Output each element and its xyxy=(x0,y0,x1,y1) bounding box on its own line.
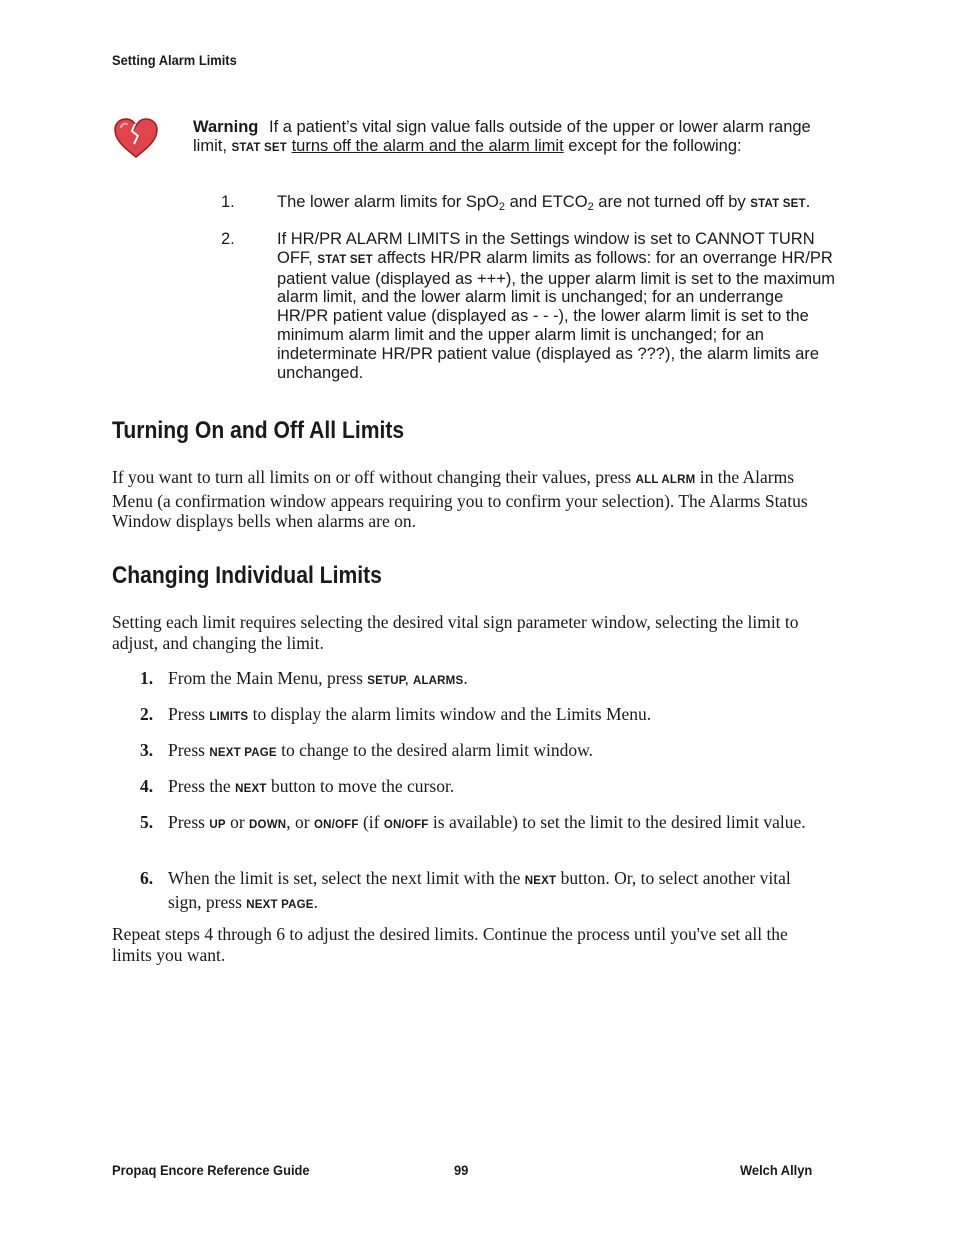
key-stat-set: STAT SET xyxy=(317,253,373,266)
key-on-off: ON/OFF xyxy=(313,819,359,831)
page-number: 99 xyxy=(454,1162,469,1178)
step-text: to change to the desired alarm limit window. xyxy=(281,740,593,760)
item-text: and ETCO xyxy=(509,193,588,211)
section-heading: Changing Individual Limits xyxy=(112,562,382,589)
step-number: 3. xyxy=(140,740,154,760)
step-text: to display the alarm limits window and the Limits Menu. xyxy=(252,704,652,724)
key-next-page: NEXT PAGE xyxy=(246,898,314,911)
warning-label: Warning xyxy=(193,118,259,136)
step-number: 6. xyxy=(140,868,154,888)
key-limits: LIMITS xyxy=(209,711,249,723)
step-text: , or xyxy=(286,812,310,832)
step-text: or xyxy=(230,812,245,832)
section-paragraph xyxy=(112,467,817,532)
step-text: . xyxy=(463,668,468,688)
key-next-page: NEXT PAGE xyxy=(209,747,277,759)
list-number: 1. xyxy=(221,193,235,211)
key-next: NEXT xyxy=(235,783,267,795)
key-stat-set: STAT SET xyxy=(750,198,806,210)
key-on-off: ON/OFF xyxy=(383,819,429,831)
key-setup: SETUP, xyxy=(367,675,409,687)
step-text: When the limit is set, select the next limit with the xyxy=(168,868,521,888)
step-number: 1. xyxy=(140,668,154,688)
subscript: 2 xyxy=(498,201,506,213)
key-alarms: ALARMS xyxy=(412,675,464,687)
footer-title: Propaq Encore Reference Guide xyxy=(112,1162,310,1178)
item-text: The lower alarm limits for SpO xyxy=(277,193,499,211)
paragraph-text: If you want to turn all limits on or off without changing their values, press xyxy=(112,467,632,487)
item-text: affects HR/PR alarm limits as follows: for an overrange HR/PR patient value (displayed as +++), the upper alarm limit is set to the maximum alarm limit, and the lower alarm limit is unchanged; for an underrange HR/PR patient value (displayed as - - -), the lower alarm limit is set to the minimum alarm limit and the upper alarm limit is unchanged; for an indeterminate HR/PR patient value (displayed as ???), the alarm limits are unchanged. xyxy=(277,248,836,382)
section-intro: Setting each limit requires selecting the desired vital sign parameter window, selecting the limit to adjust, and changing the limit. xyxy=(112,612,799,653)
section-outro: Repeat steps 4 through 6 to adjust the desired limits. Continue the process until you've set all the limits you want. xyxy=(112,924,788,965)
key-down: DOWN xyxy=(249,819,287,831)
warning-text: If a patient’s vital sign value falls outside of the upper or lower alarm range limit, xyxy=(193,118,811,155)
step-text: . xyxy=(313,891,319,912)
item-text: If HR/PR ALARM LIMITS in the Settings window is set to CANNOT TURN OFF, xyxy=(277,230,815,267)
step-text: From the Main Menu, press xyxy=(168,668,363,688)
warning-text-end: except for the following: xyxy=(568,136,742,155)
warning-block xyxy=(193,118,813,157)
step-text: (if xyxy=(362,812,380,832)
section-heading: Turning On and Off All Limits xyxy=(112,417,405,444)
item-text: . xyxy=(805,193,811,211)
step-text: Press xyxy=(168,704,205,724)
broken-heart-icon xyxy=(112,117,160,159)
key-up: UP xyxy=(209,819,226,831)
paragraph-text: in the Alarms Menu (a confirmation window appears requiring you to confirm your selection). The Alarms Status Window displays bells when alarms are on. xyxy=(112,467,808,531)
key-next: NEXT xyxy=(524,875,557,887)
warning-intro xyxy=(193,118,813,157)
footer-company: Welch Allyn xyxy=(740,1162,813,1178)
list-number: 2. xyxy=(221,230,235,248)
step-text: button. Or, to select another vital sign, press xyxy=(168,868,791,912)
item-text: are not turned off by xyxy=(598,193,746,211)
running-head: Setting Alarm Limits xyxy=(112,52,237,68)
step-text: button to move the cursor. xyxy=(270,776,455,796)
step-text: Press the xyxy=(168,776,231,796)
key-all-alrm: ALL ALRM xyxy=(635,474,696,486)
step-number: 4. xyxy=(140,776,154,796)
step-text: Press xyxy=(168,812,205,832)
underlined-text: turns off the alarm and the alarm limit xyxy=(291,136,564,155)
step-text: Press xyxy=(168,740,205,760)
step-number: 5. xyxy=(140,812,154,832)
subscript: 2 xyxy=(587,201,594,213)
key-stat-set: STAT SET xyxy=(231,141,287,154)
step-number: 2. xyxy=(140,704,154,724)
step-text: is available) to set the limit to the desired limit value. xyxy=(432,812,806,832)
